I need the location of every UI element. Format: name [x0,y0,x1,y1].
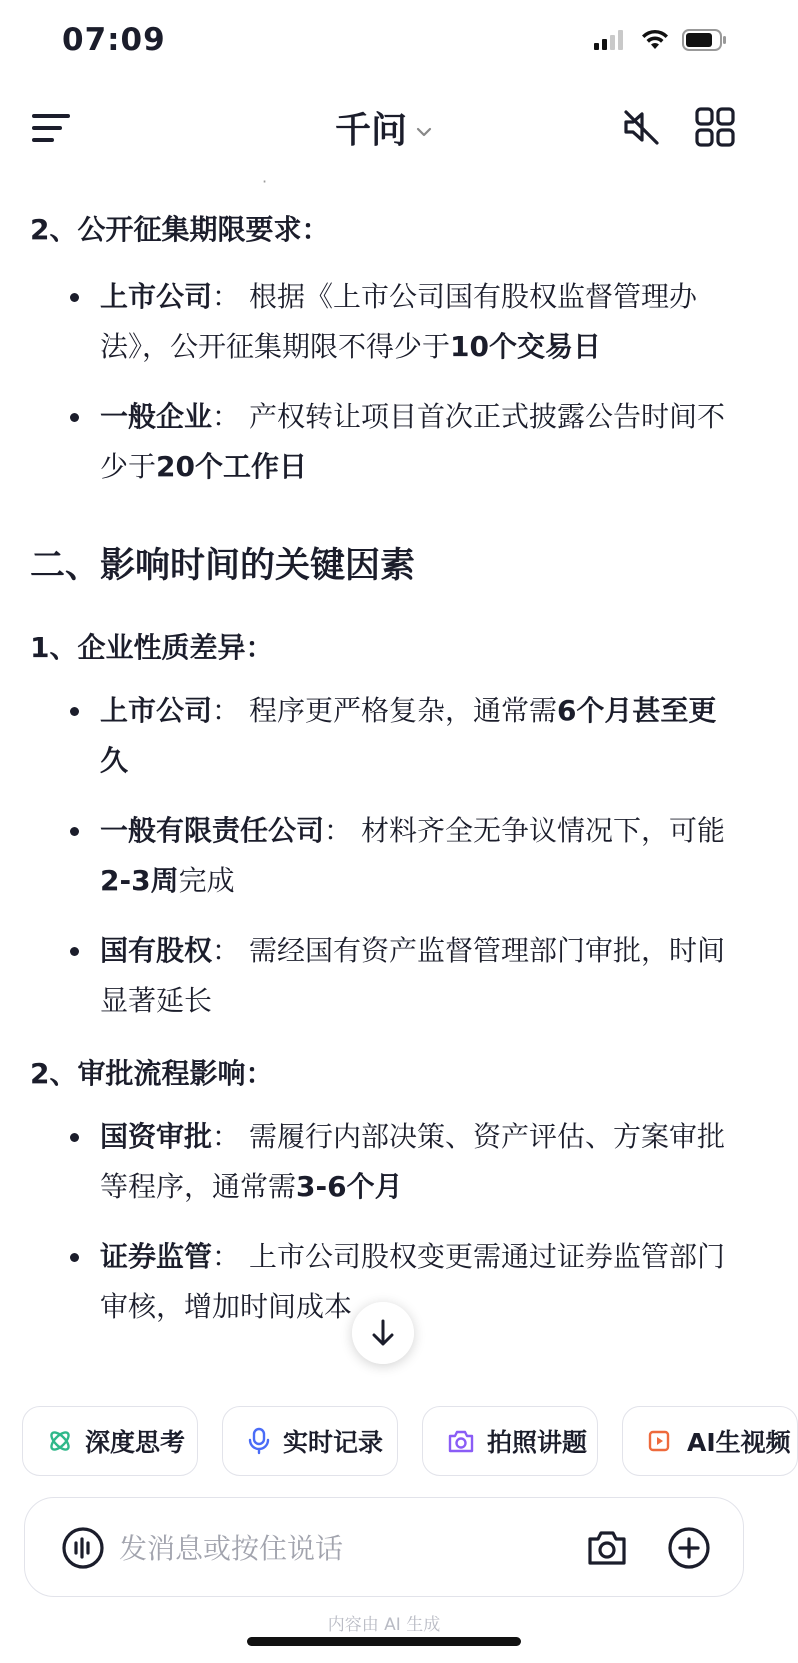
section-heading: 1、企业性质差异： [30,631,274,664]
chip-photo-explain[interactable]: 拍照讲题 [422,1406,598,1476]
grid-icon[interactable] [694,106,736,148]
atom-icon [47,1428,73,1454]
nav-bar [0,84,768,172]
status-icons [594,28,728,52]
message-composer [24,1497,744,1597]
section-title: 二、影响时间的关键因素 [30,546,416,586]
list-item: 一般企业： 产权转让项目首次正式披露公告时间不少于20个工作日 [100,392,740,492]
scroll-to-bottom-button[interactable] [352,1302,414,1364]
chip-live-record[interactable]: 实时记录 [222,1406,398,1476]
ai-disclaimer: 内容由 AI 生成 [327,1615,441,1635]
list-item: 一般有限责任公司： 材料齐全无争议情况下，可能2-3周完成 [100,806,740,906]
status-bar [0,0,768,84]
signal-icon [594,29,628,51]
arrow-down-icon [369,1318,397,1348]
chip-ai-video[interactable]: AI生视频 [622,1406,798,1476]
list-item: 国有股权： 需经国有资产监督管理部门审批，时间显著延长 [100,926,740,1026]
microphone-icon [247,1427,271,1455]
list-item: 上市公司： 根据《上市公司国有股权监督管理办法》，公开征集期限不得少于10个交易日 [100,272,740,372]
section-heading: 2、审批流程影响： [30,1057,274,1090]
camera-icon[interactable] [585,1526,629,1570]
voice-icon[interactable] [61,1526,105,1570]
suggestion-chips [22,1406,791,1480]
chip-deep-thinking[interactable]: 深度思考 [22,1406,198,1476]
video-icon [647,1428,675,1454]
section-heading: 2、公开征集期限要求： [30,213,330,246]
chat-response: · 2、公开征集期限要求： 上市公司： 根据《上市公司国有股权监督管理办法》，公开征集期限不得少于10个交易日 一般企业： 产权转让项目首次正式披露公告时间不少于20个工作日 二、影响时间的关键因素 1、企业性质差异： 上市公司： 程序更严格复杂，通常需6个月甚至更久 一般有限责任公司： 材料齐全无争议情况下，可能2-3周完成 国有股权： 需经国有资产监督管理部门审批，时间显著延长 2、审批流程影响： 国资审批： 需履行内部决策、资产评估、方案审批等程序，通常需3-6个月 证券监管： 上市公司股权变更需通过证券监管部门审核，增加时间成本 [0,172,768,1402]
plus-icon[interactable] [667,1526,711,1570]
list-item: 上市公司： 程序更严格复杂，通常需6个月甚至更久 [100,686,740,786]
nav-title: 千问 [334,110,407,151]
battery-icon [682,28,728,52]
camera-sparkle-icon [447,1428,475,1454]
chevron-down-icon [415,126,433,138]
list-item: 国资审批： 需履行内部决策、资产评估、方案审批等程序，通常需3-6个月 [100,1112,740,1212]
mute-icon[interactable] [620,106,662,148]
wifi-icon [640,29,670,51]
message-input[interactable] [119,1526,539,1570]
status-time: 07:09 [62,22,166,58]
list-item: 证券监管： 上市公司股权变更需通过证券监管部门审核，增加时间成本 [100,1232,740,1332]
home-indicator[interactable] [247,1637,521,1646]
